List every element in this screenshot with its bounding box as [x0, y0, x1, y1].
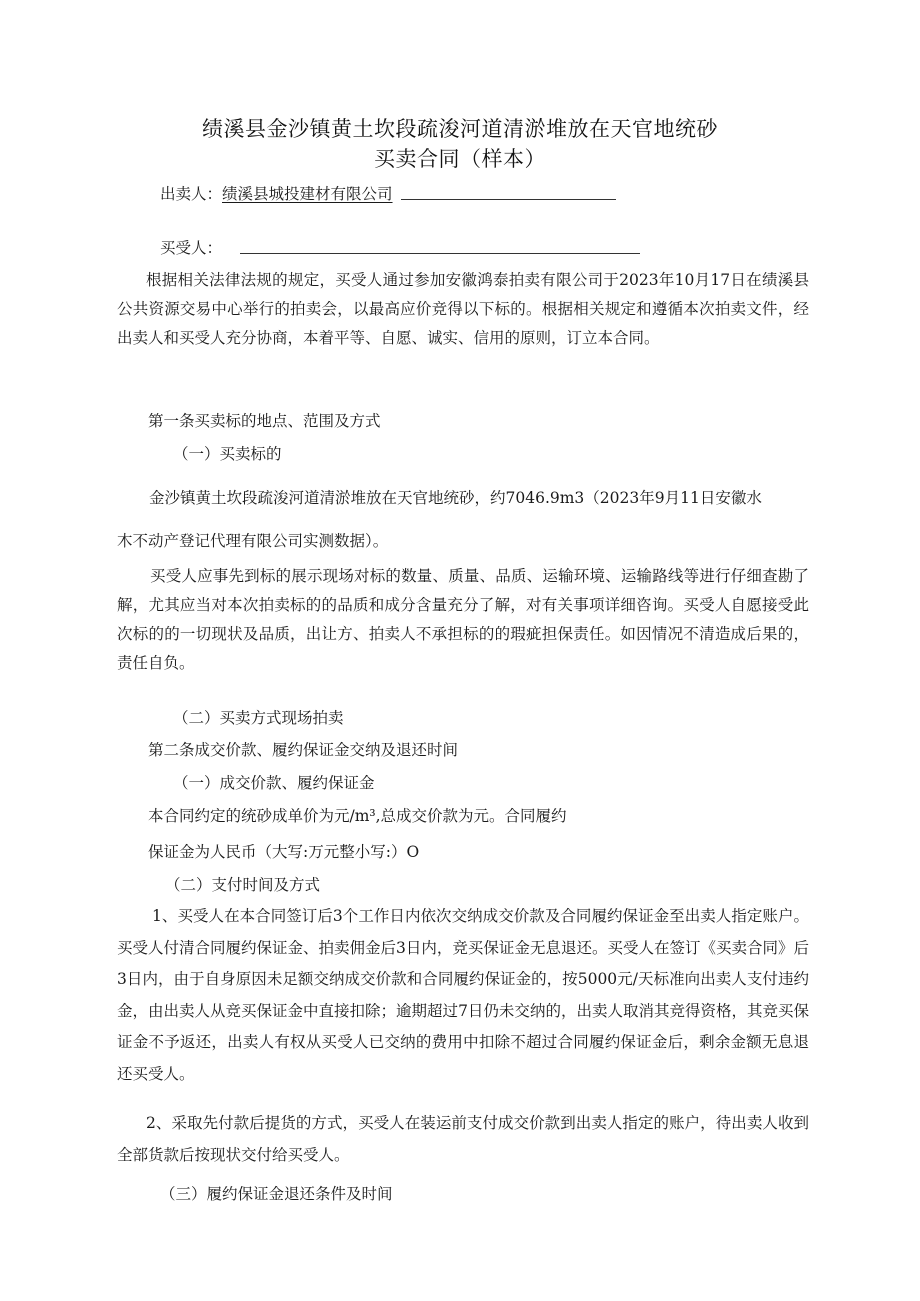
seller-field — [160, 182, 616, 204]
article1-heading: 第一条买卖标的地点、范围及方式 — [148, 412, 381, 430]
article2-sub1-heading: （一）成交价款、履约保证金 — [173, 774, 375, 792]
subject-description-line1: 金沙镇黄土坎段疏浚河道清淤堆放在天官地统砂，约7046.9m3（2023年9月11日安徽水 — [149, 489, 762, 507]
article2-sub2-heading: （二）支付时间及方式 — [165, 876, 321, 894]
article2-sub3-heading: （三）履约保证金退还条件及时间 — [160, 1185, 393, 1203]
seller-blank-line — [401, 198, 616, 200]
intro-paragraph: 根据相关法律法规的规定，买受人通过参加安徽鸿泰拍卖有限公司于2023年10月17日在绩溪县公共资源交易中心举行的拍卖会，以最高应价竞得以下标的。根据相关规定和遵循本次拍卖文件，经出卖人和买受人充分协商，本着平等、自愿、诚实、信用的原则，订立本合同。 — [117, 271, 809, 347]
inspection-paragraph: 买受人应事先到标的展示现场对标的数量、质量、品质、运输环境、运输路线等进行仔细查勘了解，尤其应当对本次拍卖标的的品质和成分含量充分了解，对有关事项详细咨询。买受人自愿接受此次标的的一切现状及品质，出让方、拍卖人不承担标的的瑕疵担保责任。如因情况不清造成后果的，责任自负。 — [117, 567, 809, 672]
payment-clause-1: 1、买受人在本合同签订后3个工作日内依次交纳成交价款及合同履约保证金至出卖人指定账户。买受人付清合同履约保证金、拍卖佣金后3日内，竞买保证金无息退还。买受人在签订《买卖合同》后3日内，由于自身原因未足额交纳成交价款和合同履约保证金的，按5000元/天标准向出卖人支付违约金，由出卖人从竞买保证金中直接扣除；逾期超过7日仍未交纳的，出卖人取消其竞得资格，其竞买保证金不予返还，出卖人有权从买受人已交纳的费用中扣除不超过合同履约保证金后，剩余金额无息退还买受人。 — [117, 907, 809, 1083]
price-line2: 保证金为人民币（大写:万元整小写:）O — [148, 843, 420, 861]
buyer-blank-line — [240, 252, 640, 254]
article1-sub1-heading: （一）买卖标的 — [173, 445, 282, 463]
buyer-field — [160, 236, 640, 258]
article2-heading: 第二条成交价款、履约保证金交纳及退还时间 — [148, 741, 459, 759]
subject-description-line2: 木不动产登记代理有限公司实测数据）。 — [117, 532, 389, 550]
price-line1: 本合同约定的统砂成单价为元/m³,总成交价款为元。合同履约 — [148, 807, 567, 825]
payment-clause-2: 2、采取先付款后提货的方式，买受人在装运前支付成交价款到出卖人指定的账户，待出卖人收到全部货款后按现状交付给买受人。 — [117, 1114, 809, 1164]
document-title-line1: 绩溪县金沙镇黄土坎段疏浚河道清淤堆放在天官地统砂 — [202, 117, 718, 141]
article1-sub2-heading: （二）买卖方式现场拍卖 — [173, 709, 344, 727]
seller-name: 绩溪县城投建材有限公司 — [222, 185, 393, 203]
seller-label: 出卖人： — [160, 185, 223, 203]
document-title-line2: 买卖合同（样本） — [374, 147, 546, 171]
buyer-label: 买受人： — [160, 239, 223, 257]
